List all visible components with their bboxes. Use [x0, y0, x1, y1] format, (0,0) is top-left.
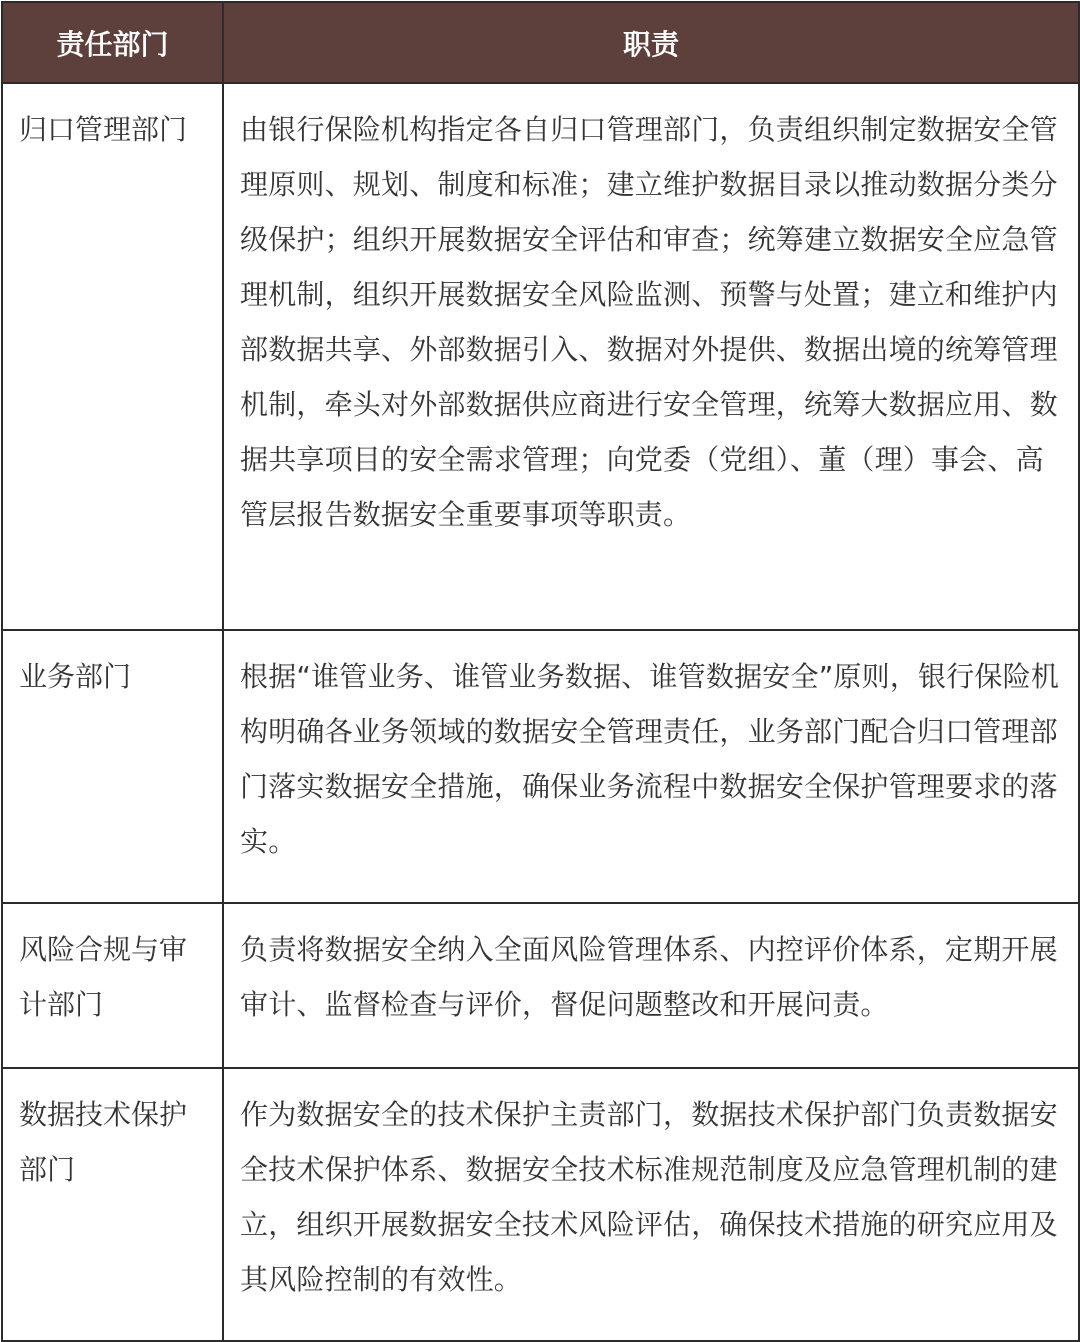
- header-department: 责任部门: [2, 2, 223, 83]
- header-duty: 职责: [223, 2, 1079, 83]
- table-row: [2, 83, 1079, 630]
- duty-cell: 根据“谁管业务、谁管业务数据、谁管数据安全”原则，银行保险机构明确各业务领域的数据安全管理责任，业务部门配合归口管理部门落实数据安全措施，确保业务流程中数据安全保护管理要求的落实。: [223, 630, 1079, 903]
- table-row: [2, 630, 1079, 903]
- department-cell: 归口管理部门: [2, 83, 223, 630]
- department-cell: 数据技术保护部门: [2, 1068, 223, 1341]
- responsibility-table: [1, 1, 1080, 1342]
- table-body: [2, 83, 1079, 1341]
- duty-cell: 负责将数据安全纳入全面风险管理体系、内控评价体系，定期开展审计、监督检查与评价，督促问题整改和开展问责。: [223, 903, 1079, 1068]
- department-cell: 业务部门: [2, 630, 223, 903]
- table-header: [2, 2, 1079, 83]
- department-cell: 风险合规与审计部门: [2, 903, 223, 1068]
- duty-cell: 由银行保险机构指定各自归口管理部门，负责组织制定数据安全管理原则、规划、制度和标准；建立维护数据目录以推动数据分类分级保护；组织开展数据安全评估和审查；统筹建立数据安全应急管理机制，组织开展数据安全风险监测、预警与处置；建立和维护内部数据共享、外部数据引入、数据对外提供、数据出境的统筹管理机制，牵头对外部数据供应商进行安全管理，统筹大数据应用、数据共享项目的安全需求管理；向党委（党组）、董（理）事会、高管层报告数据安全重要事项等职责。: [223, 83, 1079, 630]
- header-row: [2, 2, 1079, 83]
- table-row: [2, 903, 1079, 1068]
- duty-cell: 作为数据安全的技术保护主责部门，数据技术保护部门负责数据安全技术保护体系、数据安全技术标准规范制度及应急管理机制的建立，组织开展数据安全技术风险评估，确保技术措施的研究应用及其风险控制的有效性。: [223, 1068, 1079, 1341]
- table-row: [2, 1068, 1079, 1341]
